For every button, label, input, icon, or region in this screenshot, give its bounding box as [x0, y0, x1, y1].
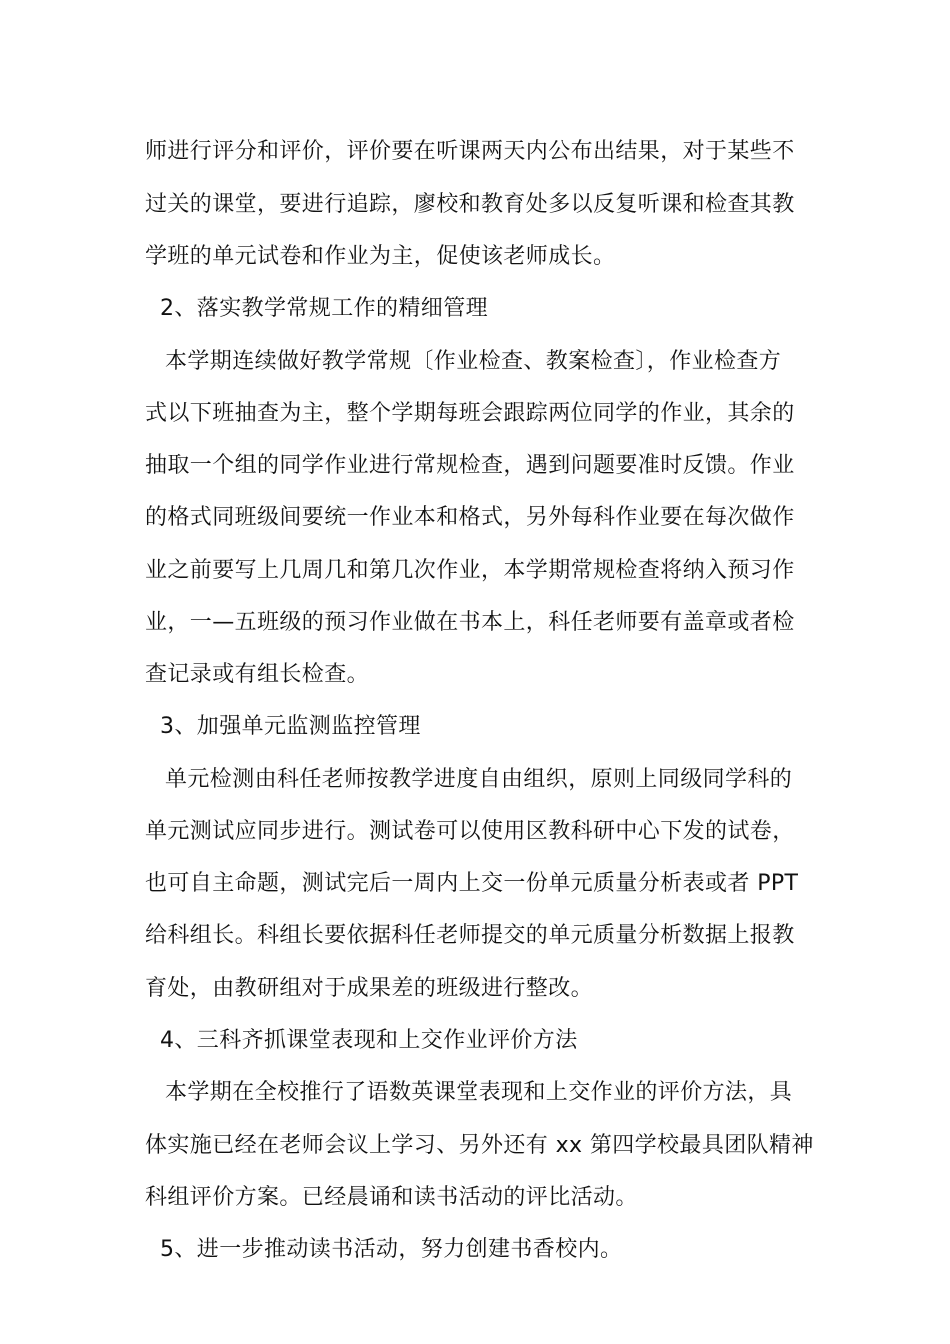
- body-text-line: 的格式同班级间要统一作业本和格式，另外每科作业要在每次做作: [145, 505, 795, 530]
- body-text-line: 本学期连续做好教学常规〔作业检查、教案检查〕，作业检查方: [165, 349, 782, 374]
- body-text-line: 师进行评分和评价，评价要在听课两天内公布出结果，对于某些不: [145, 139, 795, 164]
- body-text-line: 单元检测由科任老师按教学进度自由组织，原则上同级同学科的: [165, 767, 793, 792]
- body-text-line: 查记录或有组长检查。: [145, 662, 370, 687]
- section-heading: 2、落实教学常规工作的精细管理: [160, 296, 488, 321]
- body-text-line: 体实施已经在老师会议上学习、另外还有 xx 第四学校最具团队精神: [145, 1133, 814, 1158]
- section-heading: 4、三科齐抓课堂表现和上交作业评价方法: [160, 1028, 578, 1053]
- body-text-line: 业，一—五班级的预习作业做在书本上，科任老师要有盖章或者检: [145, 610, 795, 635]
- body-text-line: 过关的课堂，要进行追踪，廖校和教育处多以反复听课和检查其教: [145, 192, 795, 217]
- body-text-line: 学班的单元试卷和作业为主，促使该老师成长。: [145, 244, 616, 269]
- body-text-line: 单元测试应同步进行。测试卷可以使用区教科研中心下发的试卷，: [145, 819, 795, 844]
- body-text-line: 式以下班抽查为主，整个学期每班会跟踪两位同学的作业，其余的: [145, 401, 795, 426]
- section-heading: 5、进一步推动读书活动，努力创建书香校内。: [160, 1237, 623, 1262]
- section-heading: 3、加强单元监测监控管理: [160, 714, 421, 739]
- body-text-line: 科组评价方案。已经晨诵和读书活动的评比活动。: [145, 1185, 638, 1210]
- body-text-line: 抽取一个组的同学作业进行常规检查，遇到问题要准时反馈。作业: [145, 453, 795, 478]
- body-text-line: 育处，由教研组对于成果差的班级进行整改。: [145, 976, 594, 1001]
- body-text-line: 给科组长。科组长要依据科任老师提交的单元质量分析数据上报教: [145, 923, 795, 948]
- body-text-line: 也可自主命题，测试完后一周内上交一份单元质量分析表或者 PPT: [145, 871, 799, 896]
- body-text-line: 本学期在全校推行了语数英课堂表现和上交作业的评价方法，具: [165, 1080, 793, 1105]
- body-text-line: 业之前要写上几周几和第几次作业，本学期常规检查将纳入预习作: [145, 558, 795, 583]
